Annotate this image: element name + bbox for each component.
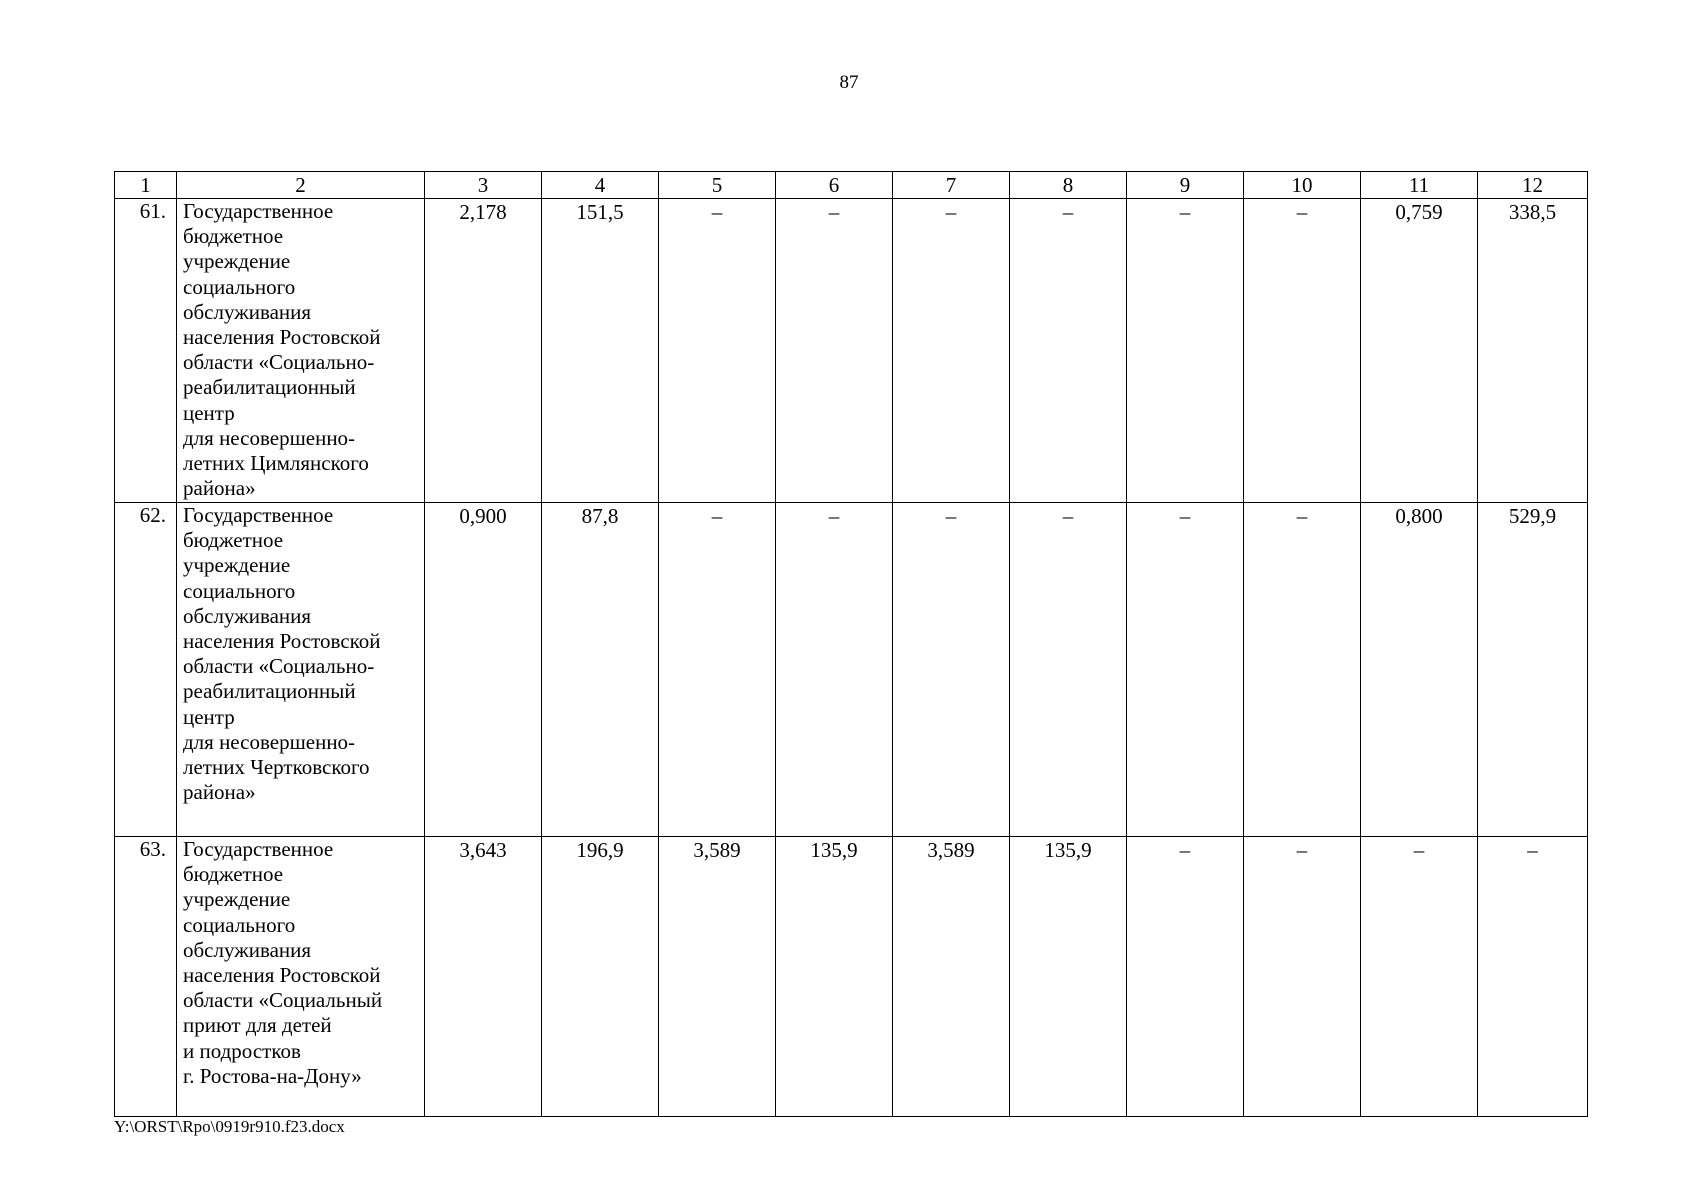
table-cell: 196,9 — [542, 837, 659, 1117]
table-cell: – — [1478, 837, 1588, 1117]
column-header: 9 — [1127, 172, 1244, 199]
table-cell: – — [776, 503, 893, 837]
column-header: 3 — [425, 172, 542, 199]
institution-name: Государственное бюджетное учреждение социального обслуживания населения Ростовской области «Социально- реабилитационный центр для несовершенно- летних Цимлянского района» — [177, 199, 425, 503]
table-cell: – — [1244, 199, 1361, 503]
table-cell: 135,9 — [776, 837, 893, 1117]
column-header: 10 — [1244, 172, 1361, 199]
table-cell: – — [1361, 837, 1478, 1117]
column-header: 1 — [115, 172, 177, 199]
table-cell: – — [659, 199, 776, 503]
table-cell: – — [659, 503, 776, 837]
table-cell: 3,589 — [659, 837, 776, 1117]
table-cell: 87,8 — [542, 503, 659, 837]
table-cell: – — [1244, 837, 1361, 1117]
table-cell: – — [893, 199, 1010, 503]
page-number: 87 — [839, 72, 859, 93]
column-header: 2 — [177, 172, 425, 199]
table-cell: 151,5 — [542, 199, 659, 503]
table-cell: 338,5 — [1478, 199, 1588, 503]
table-cell: – — [1127, 503, 1244, 837]
table-row — [115, 837, 1588, 1117]
table-cell: 3,589 — [893, 837, 1010, 1117]
table-cell: – — [1127, 199, 1244, 503]
table-cell: – — [776, 199, 893, 503]
table-cell: 0,759 — [1361, 199, 1478, 503]
table-cell: 2,178 — [425, 199, 542, 503]
file-path-footer: Y:\ORST\Rpo\0919r910.f23.docx — [114, 1117, 345, 1136]
table-cell: – — [1127, 837, 1244, 1117]
column-header: 11 — [1361, 172, 1478, 199]
header-row — [115, 172, 1588, 199]
table-cell: 0,800 — [1361, 503, 1478, 837]
data-table — [114, 171, 1588, 1117]
table-cell: – — [1010, 199, 1127, 503]
institution-name: Государственное бюджетное учреждение социального обслуживания населения Ростовской области «Социально- реабилитационный центр для несовершенно- летних Чертковского района» — [177, 503, 425, 837]
row-number: 61. — [115, 199, 177, 503]
column-header: 8 — [1010, 172, 1127, 199]
column-header: 6 — [776, 172, 893, 199]
row-number: 62. — [115, 503, 177, 837]
table-cell: – — [1010, 503, 1127, 837]
table-cell: – — [893, 503, 1010, 837]
table-row — [115, 503, 1588, 837]
column-header: 4 — [542, 172, 659, 199]
table-cell: 3,643 — [425, 837, 542, 1117]
table-row — [115, 199, 1588, 503]
column-header: 7 — [893, 172, 1010, 199]
table-cell: 0,900 — [425, 503, 542, 837]
column-header: 5 — [659, 172, 776, 199]
row-number: 63. — [115, 837, 177, 1117]
table-cell: – — [1244, 503, 1361, 837]
table-cell: 135,9 — [1010, 837, 1127, 1117]
institution-name: Государственное бюджетное учреждение социального обслуживания населения Ростовской области «Социальный приют для детей и подростков г. Ростова-на-Дону» — [177, 837, 425, 1117]
column-header: 12 — [1478, 172, 1588, 199]
table-cell: 529,9 — [1478, 503, 1588, 837]
